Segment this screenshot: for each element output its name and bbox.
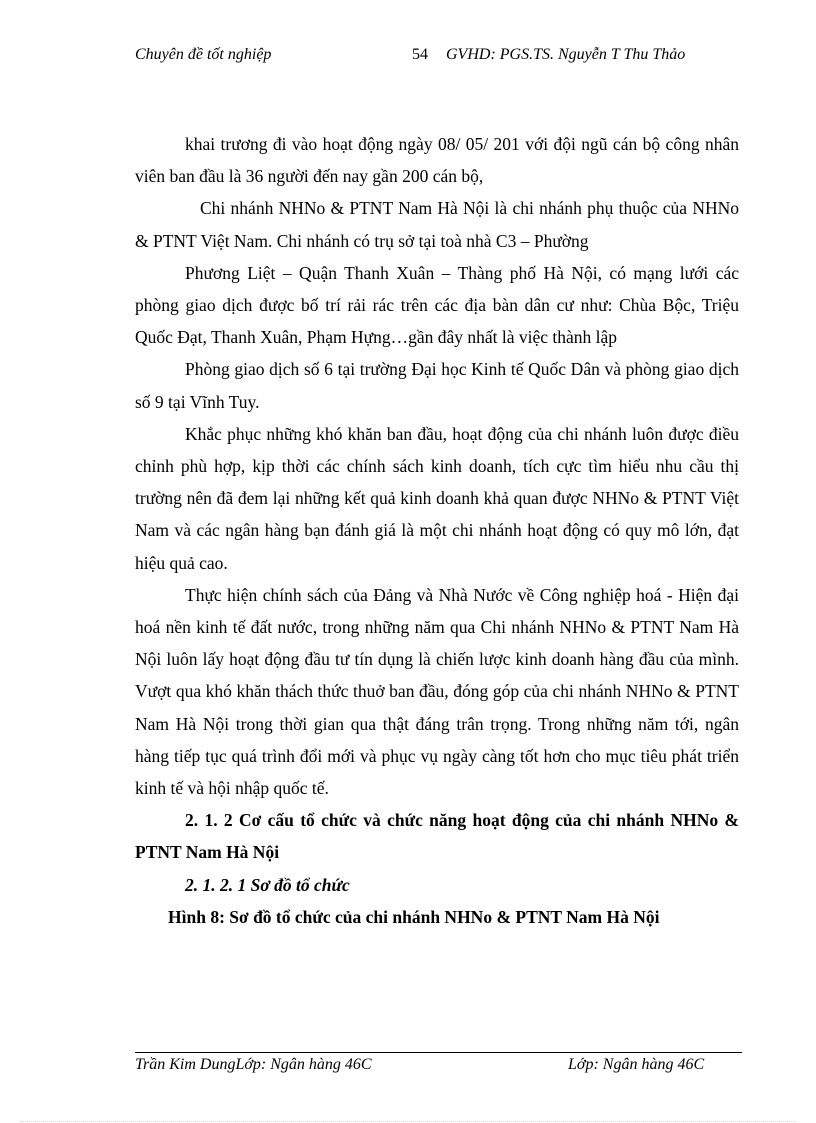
- page-header: [135, 46, 735, 72]
- paragraph-4: Phòng giao dịch số 6 tại trường Đại học Kinh tế Quốc Dân và phòng giao dịch số 9 tại Vĩnh Tuy.: [135, 359, 739, 412]
- page-footer: [135, 1056, 735, 1080]
- footer-class: Lớp: Ngân hàng 46C: [568, 1056, 705, 1073]
- paragraph-6: Thực hiện chính sách của Đảng và Nhà Nước về Công nghiệp hoá - Hiện đại hoá nền kinh tế đất nước, trong những năm qua Chi nhánh NHNo & PTNT Nam Hà Nội luôn lấy hoạt động đầu tư tín dụng là chiến lược kinh doanh hàng đầu của mình. Vượt qua khó khăn thách thức thuở ban đầu, đóng góp của chi nhánh NHNo & PTNT Nam Hà Nội trong thời gian qua thật đáng trân trọng. Trong những năm tới, ngân hàng tiếp tục quá trình đổi mới và phục vụ ngày càng tốt hơn cho mục tiêu phát triển kinh tế và hội nhập quốc tế.: [135, 584, 739, 799]
- page-bottom-border: [20, 1121, 796, 1122]
- paragraph-3: Phương Liệt – Quận Thanh Xuân – Thàng phố Hà Nội, có mạng lưới các phòng giao dịch được bố trí rải rác trên các địa bàn dân cư như: Chùa Bộc, Triệu Quốc Đạt, Thanh Xuân, Phạm Hựng…gần đây nhất là việc thành lập: [135, 262, 739, 348]
- figure-caption: Hình 8: Sơ đồ tổ chức của chi nhánh NHNo & PTNT Nam Hà Nội: [168, 906, 660, 927]
- footer-divider: [135, 1052, 742, 1053]
- header-advisor: GVHD: PGS.TS. Nguyễn T Thu Thảo: [446, 46, 686, 63]
- section-heading: 2. 1. 2 Cơ cấu tổ chức và chức năng hoạt động của chi nhánh NHNo & PTNT Nam Hà Nội: [135, 810, 739, 863]
- document-body: [135, 128, 739, 933]
- paragraph-1: khai trương đi vào hoạt động ngày 08/ 05/ 201 với đội ngũ cán bộ công nhân viên ban đầu là 36 người đến nay gần 200 cán bộ,: [135, 134, 739, 187]
- footer-author: Trần Kim DungLớp: Ngân hàng 46C: [135, 1056, 372, 1073]
- page-number: 54: [412, 46, 428, 63]
- subsection-heading: 2. 1. 2. 1 Sơ đồ tổ chức: [185, 874, 350, 895]
- header-title: Chuyên đề tốt nghiệp: [135, 46, 272, 63]
- paragraph-5: Khắc phục những khó khăn ban đầu, hoạt động của chi nhánh luôn được điều chỉnh phù hợp, kịp thời các chính sách kinh doanh, tích cực tìm hiểu nhu cầu thị trường nên đã đem lại những kết quả kinh doanh khả quan được NHNo & PTNT Việt Nam và các ngân hàng bạn đánh giá là một chi nhánh hoạt động có quy mô lớn, đạt hiệu quả cao.: [135, 423, 739, 573]
- paragraph-2: Chi nhánh NHNo & PTNT Nam Hà Nội là chi nhánh phụ thuộc của NHNo & PTNT Việt Nam. Chi nhánh có trụ sở tại toà nhà C3 – Phường: [135, 198, 739, 251]
